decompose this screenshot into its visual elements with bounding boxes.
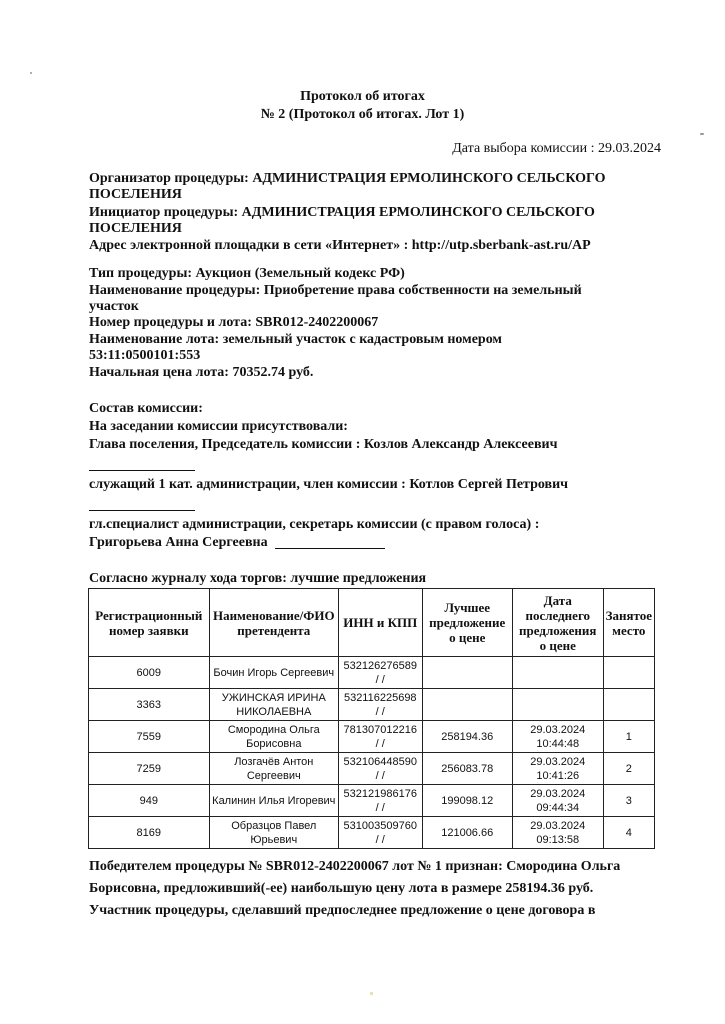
commission-heading: Состав комиссии: xyxy=(89,401,203,416)
lot-name-line2: 53:11:0500101:553 xyxy=(89,348,201,363)
cell-kpp: / / xyxy=(375,673,385,686)
cell-time: 09:13:58 xyxy=(536,833,580,846)
cell-kpp: / / xyxy=(375,833,385,846)
cell-inn-kpp xyxy=(338,785,422,817)
cell-last-offer-date xyxy=(512,753,603,785)
cell-best-offer xyxy=(422,657,512,689)
header-last-offer-date: Дата последнего предложения о цене xyxy=(512,589,603,657)
cell-reg-number: 6009 xyxy=(89,657,210,689)
cell-inn: 532121986176 xyxy=(343,787,417,800)
cell-kpp: / / xyxy=(375,801,385,814)
cell-kpp: / / xyxy=(375,769,385,782)
procedure-name-line1: Наименование процедуры: Приобретение права собственности на земельный xyxy=(89,283,582,298)
cell-reg-number: 7259 xyxy=(89,753,210,785)
cell-kpp: / / xyxy=(375,737,385,750)
cell-inn: 532126276589 xyxy=(343,659,417,672)
cell-applicant-name: Лозгачёв Антон Сергеевич xyxy=(209,753,338,785)
cell-time: 10:44:48 xyxy=(536,737,580,750)
organizer-line1: Организатор процедуры: АДМИНИСТРАЦИЯ ЕРМОЛИНСКОГО СЕЛЬСКОГО xyxy=(89,171,606,186)
site-address: Адрес электронной площадки в сети «Интернет» : http://utp.sberbank-ast.ru/AP xyxy=(89,238,591,253)
scan-speck xyxy=(370,992,373,995)
signature-line-3 xyxy=(275,548,385,549)
cell-applicant-name: УЖИНСКАЯ ИРИНА НИКОЛАЕВНА xyxy=(209,689,338,721)
bids-table xyxy=(88,588,655,849)
table-row xyxy=(89,785,655,817)
cell-last-offer-date xyxy=(512,785,603,817)
cell-best-offer: 258194.36 xyxy=(422,721,512,753)
participant-line1: Участник процедуры, сделавший предпоследнее предложение о цене договора в xyxy=(89,903,596,918)
start-price: Начальная цена лота: 70352.74 руб. xyxy=(89,365,314,380)
scan-speck xyxy=(30,72,32,74)
lot-name-line1: Наименование лота: земельный участок с кадастровым номером xyxy=(89,332,502,347)
cell-date: 29.03.2024 xyxy=(530,723,586,736)
document-subtitle: № 2 (Протокол об итогах. Лот 1) xyxy=(260,107,465,122)
scan-speck xyxy=(700,133,704,135)
header-reg-number: Регистрационный номер заявки xyxy=(89,589,210,657)
cell-reg-number: 949 xyxy=(89,785,210,817)
signature-line-2 xyxy=(89,510,195,511)
cell-reg-number: 8169 xyxy=(89,817,210,849)
cell-applicant-name: Бочин Игорь Сергеевич xyxy=(209,657,338,689)
cell-place: 4 xyxy=(603,817,654,849)
cell-reg-number: 3363 xyxy=(89,689,210,721)
cell-last-offer-date xyxy=(512,657,603,689)
table-row xyxy=(89,753,655,785)
cell-applicant-name: Калинин Илья Игоревич xyxy=(209,785,338,817)
header-applicant-name: Наименование/ФИО претендента xyxy=(209,589,338,657)
cell-date: 29.03.2024 xyxy=(530,755,586,768)
journal-heading: Согласно журналу хода торгов: лучшие предложения xyxy=(89,571,427,586)
table-row xyxy=(89,657,655,689)
cell-best-offer: 256083.78 xyxy=(422,753,512,785)
cell-applicant-name: Образцов Павел Юрьевич xyxy=(209,817,338,849)
header-place: Занятое место xyxy=(603,589,654,657)
initiator-line1: Инициатор процедуры: АДМИНИСТРАЦИЯ ЕРМОЛИНСКОГО СЕЛЬСКОГО xyxy=(89,205,595,220)
cell-last-offer-date xyxy=(512,817,603,849)
cell-inn-kpp xyxy=(338,817,422,849)
winner-line2: Борисовна, предложивший(-ее) наибольшую цену лота в размере 258194.36 руб. xyxy=(89,881,594,896)
cell-kpp: / / xyxy=(375,705,385,718)
cell-best-offer xyxy=(422,689,512,721)
winner-line1: Победителем процедуры № SBR012-2402200067 лот № 1 признан: Смородина Ольга xyxy=(89,859,621,874)
cell-inn-kpp xyxy=(338,753,422,785)
cell-date: 29.03.2024 xyxy=(530,787,586,800)
cell-best-offer: 121006.66 xyxy=(422,817,512,849)
table-row xyxy=(89,689,655,721)
table-row xyxy=(89,721,655,753)
cell-place: 1 xyxy=(603,721,654,753)
cell-last-offer-date xyxy=(512,721,603,753)
commission-member-3-line2: Григорьева Анна Сергеевна xyxy=(89,535,268,550)
commission-member-1: Глава поселения, Председатель комиссии : Козлов Александр Алексеевич xyxy=(89,437,558,452)
present-heading: На заседании комиссии присутствовали: xyxy=(89,419,348,434)
procedure-type: Тип процедуры: Аукцион (Земельный кодекс РФ) xyxy=(89,266,405,281)
procedure-number: Номер процедуры и лота: SBR012-2402200067 xyxy=(89,315,379,330)
signature-line-1 xyxy=(89,470,195,471)
cell-inn-kpp xyxy=(338,721,422,753)
cell-place xyxy=(603,657,654,689)
cell-best-offer: 199098.12 xyxy=(422,785,512,817)
cell-applicant-name: Смородина Ольга Борисовна xyxy=(209,721,338,753)
procedure-name-line2: участок xyxy=(89,299,139,314)
cell-date: 29.03.2024 xyxy=(530,819,586,832)
table-header-row xyxy=(89,589,655,657)
commission-date: Дата выбора комиссии : 29.03.2024 xyxy=(452,141,661,156)
cell-place: 2 xyxy=(603,753,654,785)
commission-member-3-line1: гл.специалист администрации, секретарь комиссии (с правом голоса) : xyxy=(89,517,540,532)
cell-inn: 531003509760 xyxy=(343,819,417,832)
header-inn-kpp: ИНН и КПП xyxy=(338,589,422,657)
cell-inn: 532106448590 xyxy=(343,755,417,768)
cell-inn-kpp xyxy=(338,657,422,689)
cell-place: 3 xyxy=(603,785,654,817)
cell-time: 10:41:26 xyxy=(536,769,580,782)
commission-member-2: служащий 1 кат. администрации, член комиссии : Котлов Сергей Петрович xyxy=(89,477,569,492)
initiator-line2: ПОСЕЛЕНИЯ xyxy=(89,221,182,236)
cell-reg-number: 7559 xyxy=(89,721,210,753)
cell-inn: 532116225698 xyxy=(343,691,417,704)
header-best-offer: Лучшее предложение о цене xyxy=(422,589,512,657)
cell-time: 09:44:34 xyxy=(536,801,580,814)
document-title: Протокол об итогах xyxy=(300,89,425,104)
cell-place xyxy=(603,689,654,721)
organizer-line2: ПОСЕЛЕНИЯ xyxy=(89,187,182,202)
cell-inn-kpp xyxy=(338,689,422,721)
cell-last-offer-date xyxy=(512,689,603,721)
table-row xyxy=(89,817,655,849)
cell-inn: 781307012216 xyxy=(343,723,417,736)
